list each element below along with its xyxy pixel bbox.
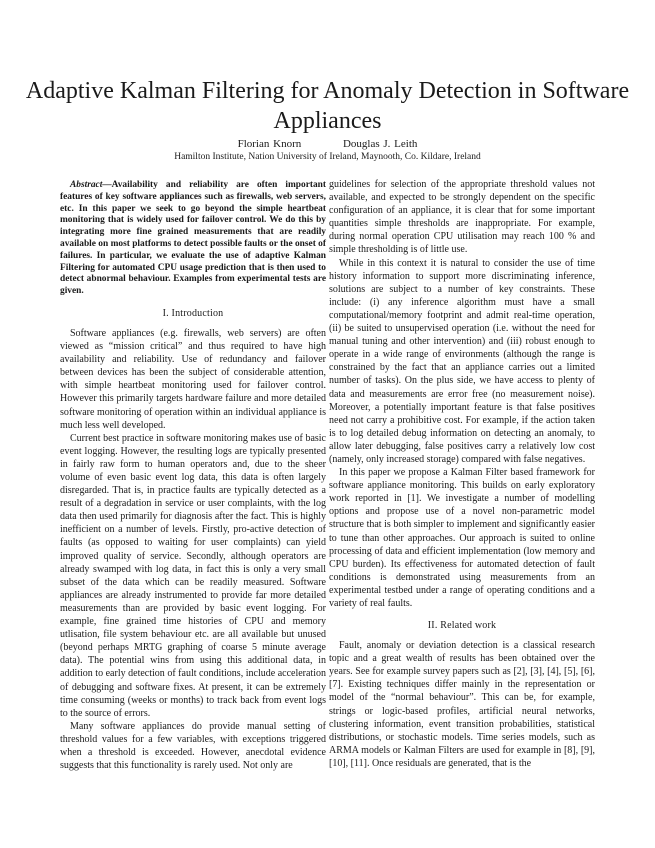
paragraph: Current best practice in software monitoring makes use of basic event logging. However, the resulting logs are typically presented in fairly raw form to human operators and, due to the sheer volume of even basic event log data, this data is often largely disregarded. That is, in practice faults are typically detected as a result of a degradation in service or user complaints, with the log data then used primarily for diagnosis after the fact. This is highly inefficient on a number of levels. Firstly, pro-active detection of faults (as opposed to waiting for user complaints) can yield improved quality of service. Secondly, although operators are already swamped with log data, in fact this is only a very small subset of the data which can be readily measured. Software appliances are already instrumented to provide far more detailed measurements than are provided by basic event logging. For example, fine grained time histories of CPU and memory utlisation, file system behaviour etc. are all available but unused (beyond perhaps MRTG graphing of coarse 5 minute average data). The potential wins from using this additional data, in addition to early detection of fault conditions, include acceleration of debugging and software fixes. At present, it can be extremely time consuming (weeks or months) to track back from event logs to the source of errors. xyxy=(60,432,326,719)
paragraph: While in this context it is natural to consider the use of time history information to support more discriminating inference, solutions are subject to a number of key constraints. These include: (i) any inference algorithm must have a small computational/memory footprint and admit real-time operation, (ii) be suited to unsupervised operation (i.e. without the need for manual tuning and other intervention) and (iii) robust enough to operate in a wide range of environments (although the range is constrained by the fact that an appliance carries out a limited number of tasks). On the plus side, we have access to plenty of data and measurements are error free (no measurement noise). Moreover, a potentially important feature is that false positives need not carry a prohibitive cost. For example, if the action taken is to log detailed debug information on detecting an anomaly, to allow later debugging, false positives carry a relatively low cost (namely, only increased storage) compared with false negatives. xyxy=(329,257,595,465)
left-column xyxy=(60,180,326,772)
paragraph: Fault, anomaly or deviation detection is a classical research topic and a great wealth of results has been obtained over the years. See for example survey papers such as [2], [3], [4], [5], [6], [7]. Existing techniques differ mainly in the representation or model of the “normal behaviour”. This can be, for example, strings or logic-based profiles, artificial neural networks, clustering information, event transition probabilities, statistical distributions, or stochastic models. Time series models, such as ARMA models or Kalman Filters are used for example in [8], [9], [10], [11]. Once residuals are generated, that is the xyxy=(329,640,595,769)
paper-title: Adaptive Kalman Filtering for Anomaly Detection in Software Appliances xyxy=(25,78,630,135)
paragraph: guidelines for selection of the appropriate threshold values not available, and expected to be strongly dependent on the specific configuration of an appliance, it is clear that for some important quantities simple thresholds are inappropriate. For example, during normal operation CPU utilisation may reach 100 % and simple thresholding is of little use. xyxy=(329,179,595,256)
abstract xyxy=(60,180,326,298)
abstract-label: Abstract xyxy=(70,180,103,190)
author-name: Florian Knorn xyxy=(237,138,302,150)
paragraph: Many software appliances do provide manual setting of threshold values for a few variables, with exceptions triggered when a threshold is exceeded. However, anecdotal evidence suggests that this functionality is rarely used. Not only are xyxy=(60,720,326,772)
affiliation: Hamilton Institute, Nation University of Ireland, Maynooth, Co. Kildare, Ireland xyxy=(174,152,481,162)
abstract-text: —Availability and reliability are often important features of key software appliances such as firewalls, web servers, etc. In this paper we seek to go beyond the simple heartbeat monitoring that is widely used for failover control. We do this by integrating more fine grained measurements that are readily available on most platforms to detect possible faults or the onset of failures. In particular, we evaluate the use of adaptive Kalman Filtering for automated CPU usage prediction that is then used to detect abnormal behaviour. Examples from experimental tests are given. xyxy=(60,180,326,297)
paragraph: Software appliances (e.g. firewalls, web servers) are often viewed as “mission critical” and thus required to have high availability and reliability. Use of redundancy and failover between devices has been the subject of considerable attention, with simple heartbeat monitoring used for failover control. However this primarily targets hardware failure and more detailed software monitoring of operation within an individual appliance is much less well developed. xyxy=(60,327,326,431)
paragraph: In this paper we propose a Kalman Filter based framework for software appliance monitoring. This builds on early exploratory work reported in [1]. We investigate a number of modelling options and propose use of a novel non-parametric model structure that is both simpler to implement and significantly easier to tune than other approaches. Our approach is suited to online processing of data and efficient implementation (low memory and CPU burden). Its effectiveness for automated detection of fault conditions is demonstrated using measurements from an experimental testbed under a range of operating conditions and a variety of real faults. xyxy=(329,467,595,609)
right-column xyxy=(329,178,595,770)
author-name: Douglas J. Leith xyxy=(342,138,418,150)
author-list xyxy=(0,137,655,151)
section-heading-related-work: II. Related work xyxy=(427,620,497,632)
section-heading-introduction: I. Introduction xyxy=(162,307,224,319)
